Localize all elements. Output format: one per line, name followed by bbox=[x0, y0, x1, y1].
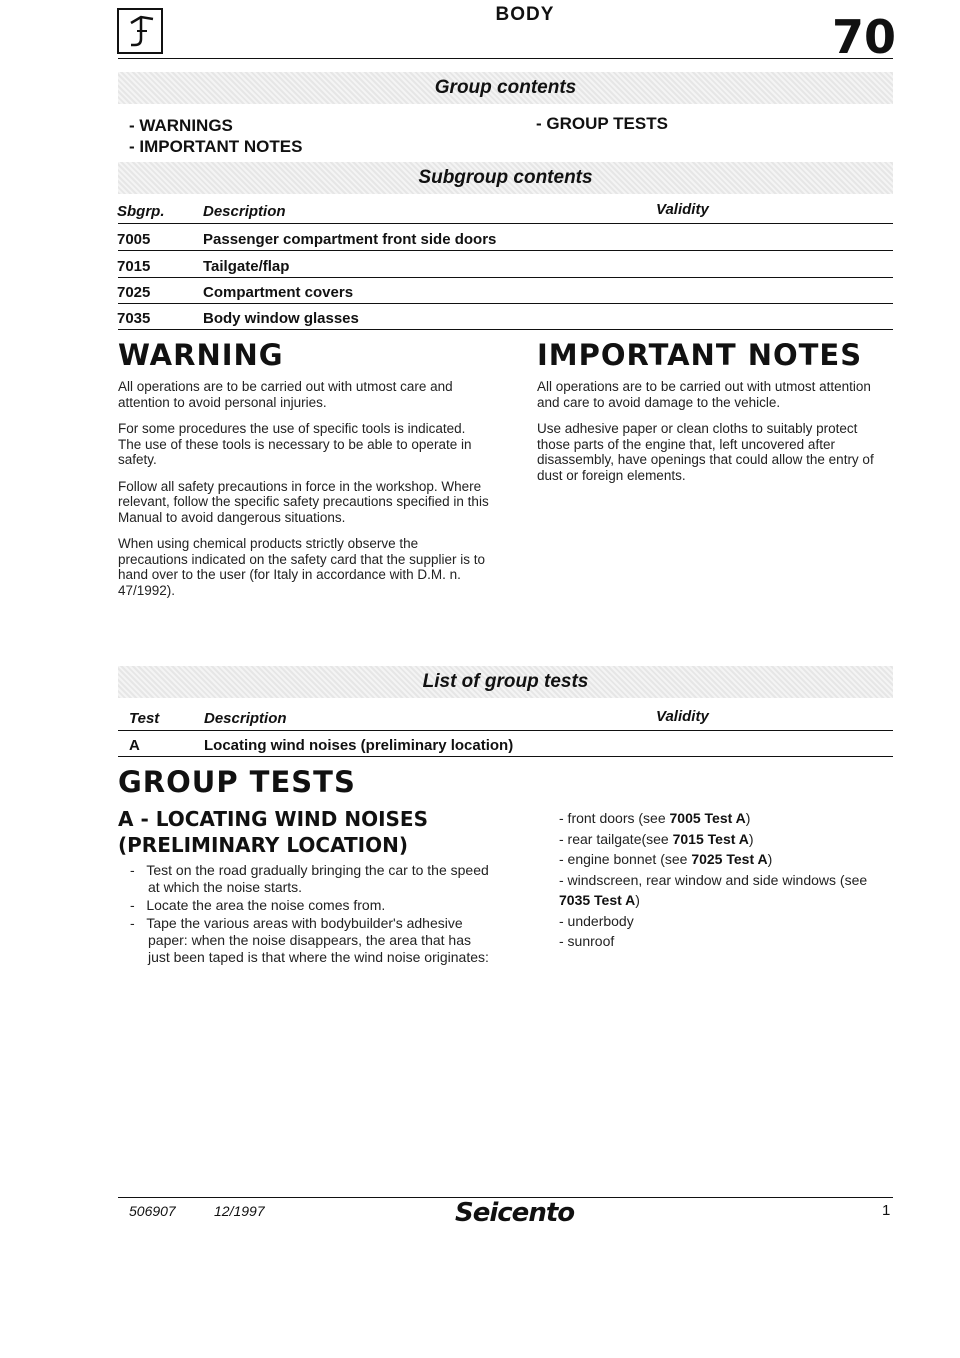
group-contents-item: - GROUP TESTS bbox=[536, 114, 668, 133]
subgroup-code: 7005 bbox=[117, 231, 151, 248]
test-step-text: Tape the various areas with bodybuilder's adhesive paper: when the noise disappears, the area that has just been taped is that where the wind noise originates: bbox=[146, 915, 489, 965]
location-ref: 7005 Test A bbox=[669, 810, 746, 826]
col-header-sbgrp: Sbgrp. bbox=[117, 203, 165, 220]
notes-paragraph: Use adhesive paper or clean cloths to suitably protect those parts of the engine that, left uncovered after disassembly, have openings that could allow the entry of dust or foreign elements. bbox=[537, 421, 874, 483]
list-item bbox=[559, 931, 897, 952]
test-step bbox=[130, 897, 490, 914]
group-contents-band: Group contents bbox=[118, 72, 893, 104]
dash: - bbox=[130, 897, 147, 913]
list-item bbox=[559, 849, 897, 870]
warning-paragraph: For some procedures the use of specific tools is indicated. The use of these tools is necessary to be able to operate in safety. bbox=[118, 421, 472, 467]
subgroup-description: Compartment covers bbox=[203, 284, 354, 301]
col-header-test: Test bbox=[129, 710, 160, 727]
test-a-subtitle-line: A - LOCATING WIND NOISES bbox=[118, 807, 428, 831]
location-text: - windscreen, rear window and side windows (see bbox=[559, 871, 868, 888]
list-item bbox=[559, 870, 897, 911]
location-text: - sunroof bbox=[559, 933, 615, 949]
doc-date: 12/1997 bbox=[214, 1203, 265, 1219]
group-contents-item: - IMPORTANT NOTES bbox=[129, 137, 303, 156]
brand-logo: Seicento bbox=[455, 1198, 575, 1228]
test-code: A bbox=[129, 737, 140, 754]
group-contents-left bbox=[129, 115, 302, 157]
page-header-title: BODY bbox=[495, 4, 555, 25]
col-header-description: Description bbox=[203, 203, 286, 220]
location-suffix: ) bbox=[767, 851, 773, 867]
list-item bbox=[559, 808, 897, 829]
warning-paragraph: All operations are to be carried out with utmost care and attention to avoid personal injuries. bbox=[118, 379, 453, 410]
group-tests-title: GROUP TESTS bbox=[118, 765, 356, 799]
warning-title: WARNING bbox=[118, 338, 284, 372]
table-rule bbox=[118, 303, 893, 304]
dash: - bbox=[130, 862, 147, 878]
doc-number: 506907 bbox=[129, 1203, 176, 1219]
warning-paragraph: Follow all safety precautions in force in the workshop. Where relevant, follow the specific safety precautions specified in this Manual to avoid dangerous situations. bbox=[118, 478, 489, 525]
location-suffix: ) bbox=[748, 830, 754, 847]
important-notes-text bbox=[537, 379, 894, 483]
col-header-validity: Validity bbox=[656, 201, 709, 218]
table-rule bbox=[118, 223, 893, 224]
location-text: - front doors (see bbox=[559, 810, 670, 826]
group-number: 70 bbox=[832, 10, 897, 64]
warning-paragraph: When using chemical products strictly observe the precautions indicated on the safety card that the supplier is to hand over to the user (for Italy in accordance with D.M. n. 47/1992). bbox=[118, 536, 485, 598]
test-step bbox=[130, 915, 490, 965]
subgroup-description: Tailgate/flap bbox=[203, 258, 290, 275]
notes-paragraph: All operations are to be carried out with utmost attention and care to avoid damage to the vehicle. bbox=[537, 379, 871, 410]
group-contents-item: - WARNINGS bbox=[129, 116, 233, 135]
list-item bbox=[559, 911, 897, 932]
table-rule bbox=[118, 250, 893, 251]
location-text: - rear tailgate(see bbox=[559, 830, 673, 847]
test-step-text: Test on the road gradually bringing the car to the speed at which the noise starts. bbox=[146, 862, 489, 895]
subgroup-description: Body window glasses bbox=[203, 310, 359, 327]
location-ref: 7035 Test A bbox=[559, 892, 636, 908]
group-tests-list-band: List of group tests bbox=[118, 666, 893, 698]
subgroup-code: 7035 bbox=[117, 310, 151, 327]
location-ref: 7015 Test A bbox=[672, 830, 749, 847]
location-text: - engine bonnet (see bbox=[559, 851, 692, 867]
test-step-text: Locate the area the noise comes from. bbox=[146, 897, 386, 913]
table-rule bbox=[118, 329, 893, 330]
table-rule bbox=[118, 730, 893, 731]
test-a-subtitle bbox=[118, 806, 428, 858]
subgroup-code: 7015 bbox=[117, 258, 151, 275]
subgroup-code: 7025 bbox=[117, 284, 151, 301]
test-description: Locating wind noises (preliminary location) bbox=[204, 737, 514, 754]
table-rule bbox=[118, 277, 893, 278]
group-contents-right bbox=[536, 113, 668, 134]
header-rule bbox=[118, 58, 893, 59]
location-ref: 7025 Test A bbox=[691, 851, 768, 867]
test-a-subtitle-line: (PRELIMINARY LOCATION) bbox=[118, 833, 408, 857]
location-suffix: ) bbox=[745, 810, 751, 826]
noise-location-list bbox=[559, 808, 897, 952]
warning-text bbox=[118, 379, 490, 598]
test-steps bbox=[130, 862, 490, 965]
test-step bbox=[130, 862, 490, 896]
col-header-description: Description bbox=[204, 710, 287, 727]
subgroup-contents-band: Subgroup contents bbox=[118, 162, 893, 194]
list-item bbox=[559, 829, 897, 850]
location-text: - underbody bbox=[559, 912, 634, 929]
page-number: 1 bbox=[882, 1202, 891, 1219]
location-suffix: ) bbox=[635, 892, 640, 908]
dash: - bbox=[130, 915, 147, 931]
important-notes-title: IMPORTANT NOTES bbox=[537, 338, 863, 372]
subgroup-description: Passenger compartment front side doors bbox=[203, 231, 497, 248]
col-header-validity: Validity bbox=[656, 708, 709, 725]
table-rule bbox=[118, 756, 893, 757]
